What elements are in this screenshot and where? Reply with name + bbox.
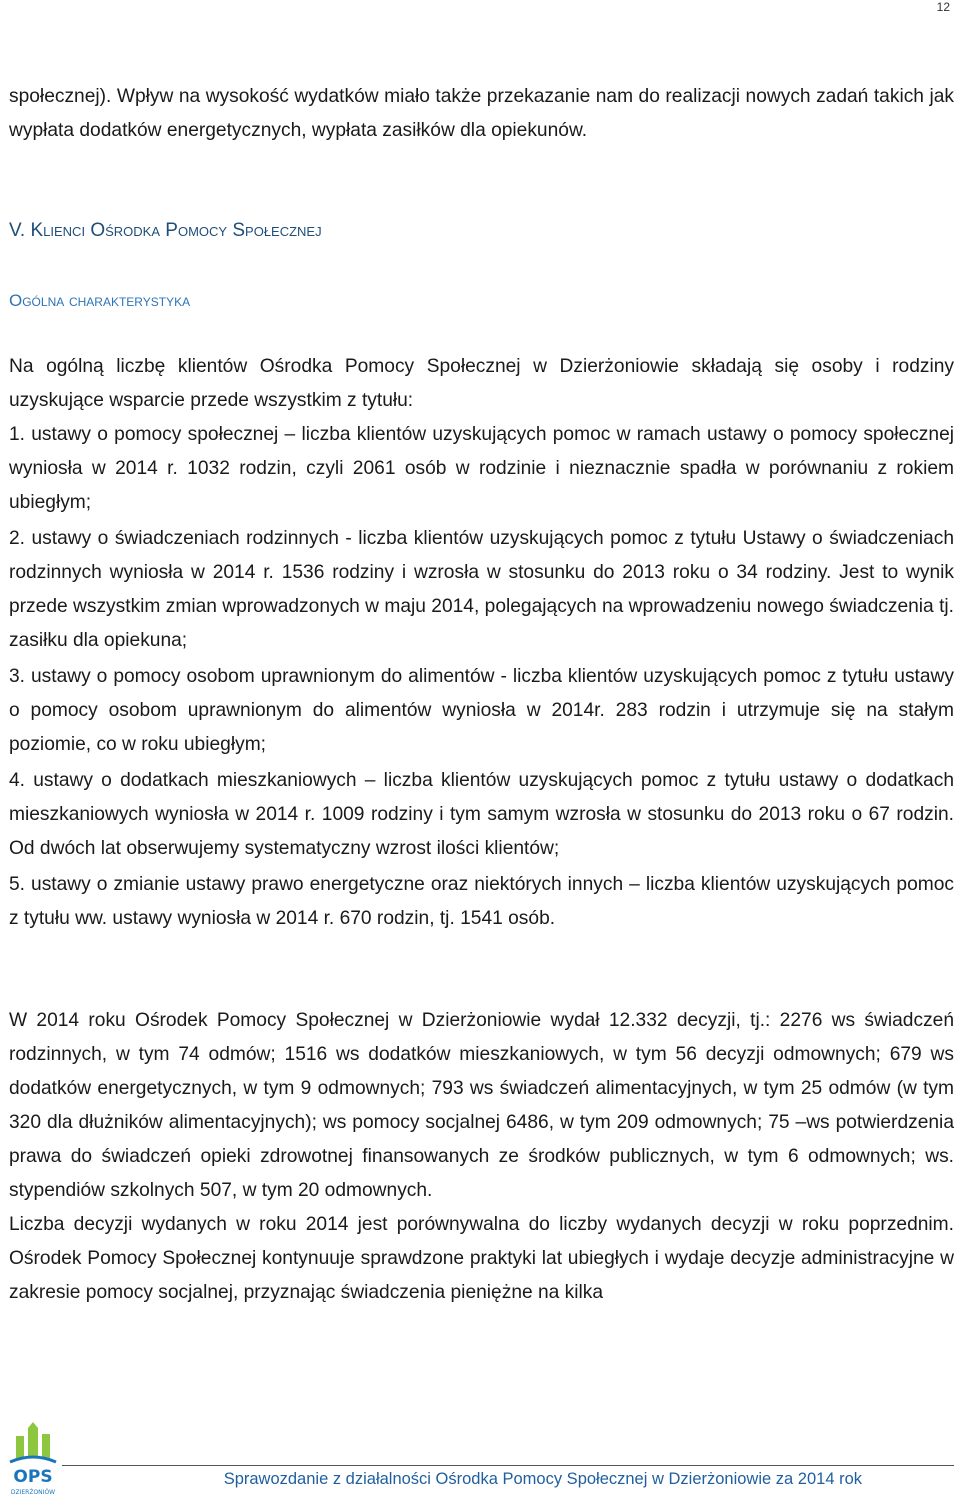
page-number: 12 — [936, 0, 950, 14]
footer-divider — [62, 1465, 954, 1466]
footer-text: Sprawozdanie z działalności Ośrodka Pomocy Społecznej w Dzierżoniowie za 2014 rok — [223, 1470, 862, 1488]
comparison-paragraph: Liczba decyzji wydanych w roku 2014 jest porównywalna do liczby wydanych decyzji w roku poprzednim. Ośrodek Pomocy Społecznej kontynuuje sprawdzone praktyki lat ubiegłych i wydaje decyzje administracyjne w zakresie pomocy socjalnej, przyznając świadczenia pieniężne na kilka — [9, 1214, 954, 1303]
intro-paragraph: społecznej). Wpływ na wysokość wydatków miało także przekazanie nam do realizacji nowych zadań takich jak wypłata dodatków energetycznych, wypłata zasiłków dla opiekunów. — [9, 86, 954, 141]
spacer — [9, 938, 954, 1004]
list-item: 2. ustawy o świadczeniach rodzinnych - liczba klientów uzyskujących pomoc z tytułu Ustawy o świadczeniach rodzinnych wyniosła w 2014 r. 1536 rodziny i wzrosła w stosunku do 2013 roku o 34 rodziny. Jest to wynik przede wszystkim zmian wprowadzonych w maju 2014, polegających na wprowadzeniu nowego świadczenia tj. zasiłku dla opiekuna; — [9, 528, 954, 651]
logo-text: OPS — [13, 1467, 53, 1487]
list-item: 5. ustawy o zmianie ustawy prawo energetyczne oraz niektórych innych – liczba klientów uzyskujących pomoc z tytułu ww. ustawy wyniosła w 2014 r. 670 rodzin, tj. 1541 osób. — [9, 874, 954, 929]
list-item: 4. ustawy o dodatkach mieszkaniowych – liczba klientów uzyskujących pomoc z tytułu ustawy o dodatkach mieszkaniowych wyniosła w 2014 r. 1009 rodziny i tym samym wzrosła w stosunku do 2013 roku o 67 rodzin. Od dwóch lat obserwujemy systematyczny wzrost ilości klientów; — [9, 770, 954, 859]
lead-paragraph: Na ogólną liczbę klientów Ośrodka Pomocy Społecznej w Dzierżoniowie składają się osoby i rodziny uzyskujące wsparcie przede wszystkim z tytułu: — [9, 356, 954, 411]
list-item: 3. ustawy o pomocy osobom uprawnionym do alimentów - liczba klientów uzyskujących pomoc z tytułu ustawy o pomocy osobom uprawnionym do alimentów wyniosła w 2014r. 283 rodzin i utrzymuje się na stałym poziomie, co w roku ubiegłym; — [9, 666, 954, 755]
list-item: 1. ustawy o pomocy społecznej – liczba klientów uzyskujących pomoc w ramach ustawy o pomocy społecznej wyniosła w 2014 r. 1032 rodzin, czyli 2061 osób w rodzinie i nieznacznie spadła w porównaniu z rokiem ubiegłym; — [9, 424, 954, 513]
subsection-title: Ogólna charakterystyka — [9, 291, 191, 310]
section-title: V. Klienci Ośrodka Pomocy Społecznej — [9, 220, 322, 241]
document-body — [9, 80, 954, 1310]
client-categories-list — [9, 418, 954, 936]
ops-logo-icon — [6, 1422, 60, 1502]
logo-subtext: DZIERŻONIÓW — [10, 1489, 56, 1496]
decisions-paragraph: W 2014 roku Ośrodek Pomocy Społecznej w Dzierżoniowie wydał 12.332 decyzji, tj.: 2276 ws świadczeń rodzinnych, w tym 74 odmów; 1516 ws dodatków mieszkaniowych, w tym 56 decyzji odmownych; 679 ws dodatków energetycznych, w tym 9 odmownych; 793 ws świadczeń alimentacyjnych, w tym 25 odmów (w tym 320 dla dłużników alimentacyjnych); ws pomocy socjalnej 6486, w tym 209 odmownych; 75 –ws potwierdzenia prawa do świadczeń opieki zdrowotnej finansowanych ze środków publicznych, w tym 6 odmownych; ws. stypendiów szkolnych 507, w tym 20 odmownych. — [9, 1010, 954, 1201]
page-footer — [0, 1418, 960, 1503]
